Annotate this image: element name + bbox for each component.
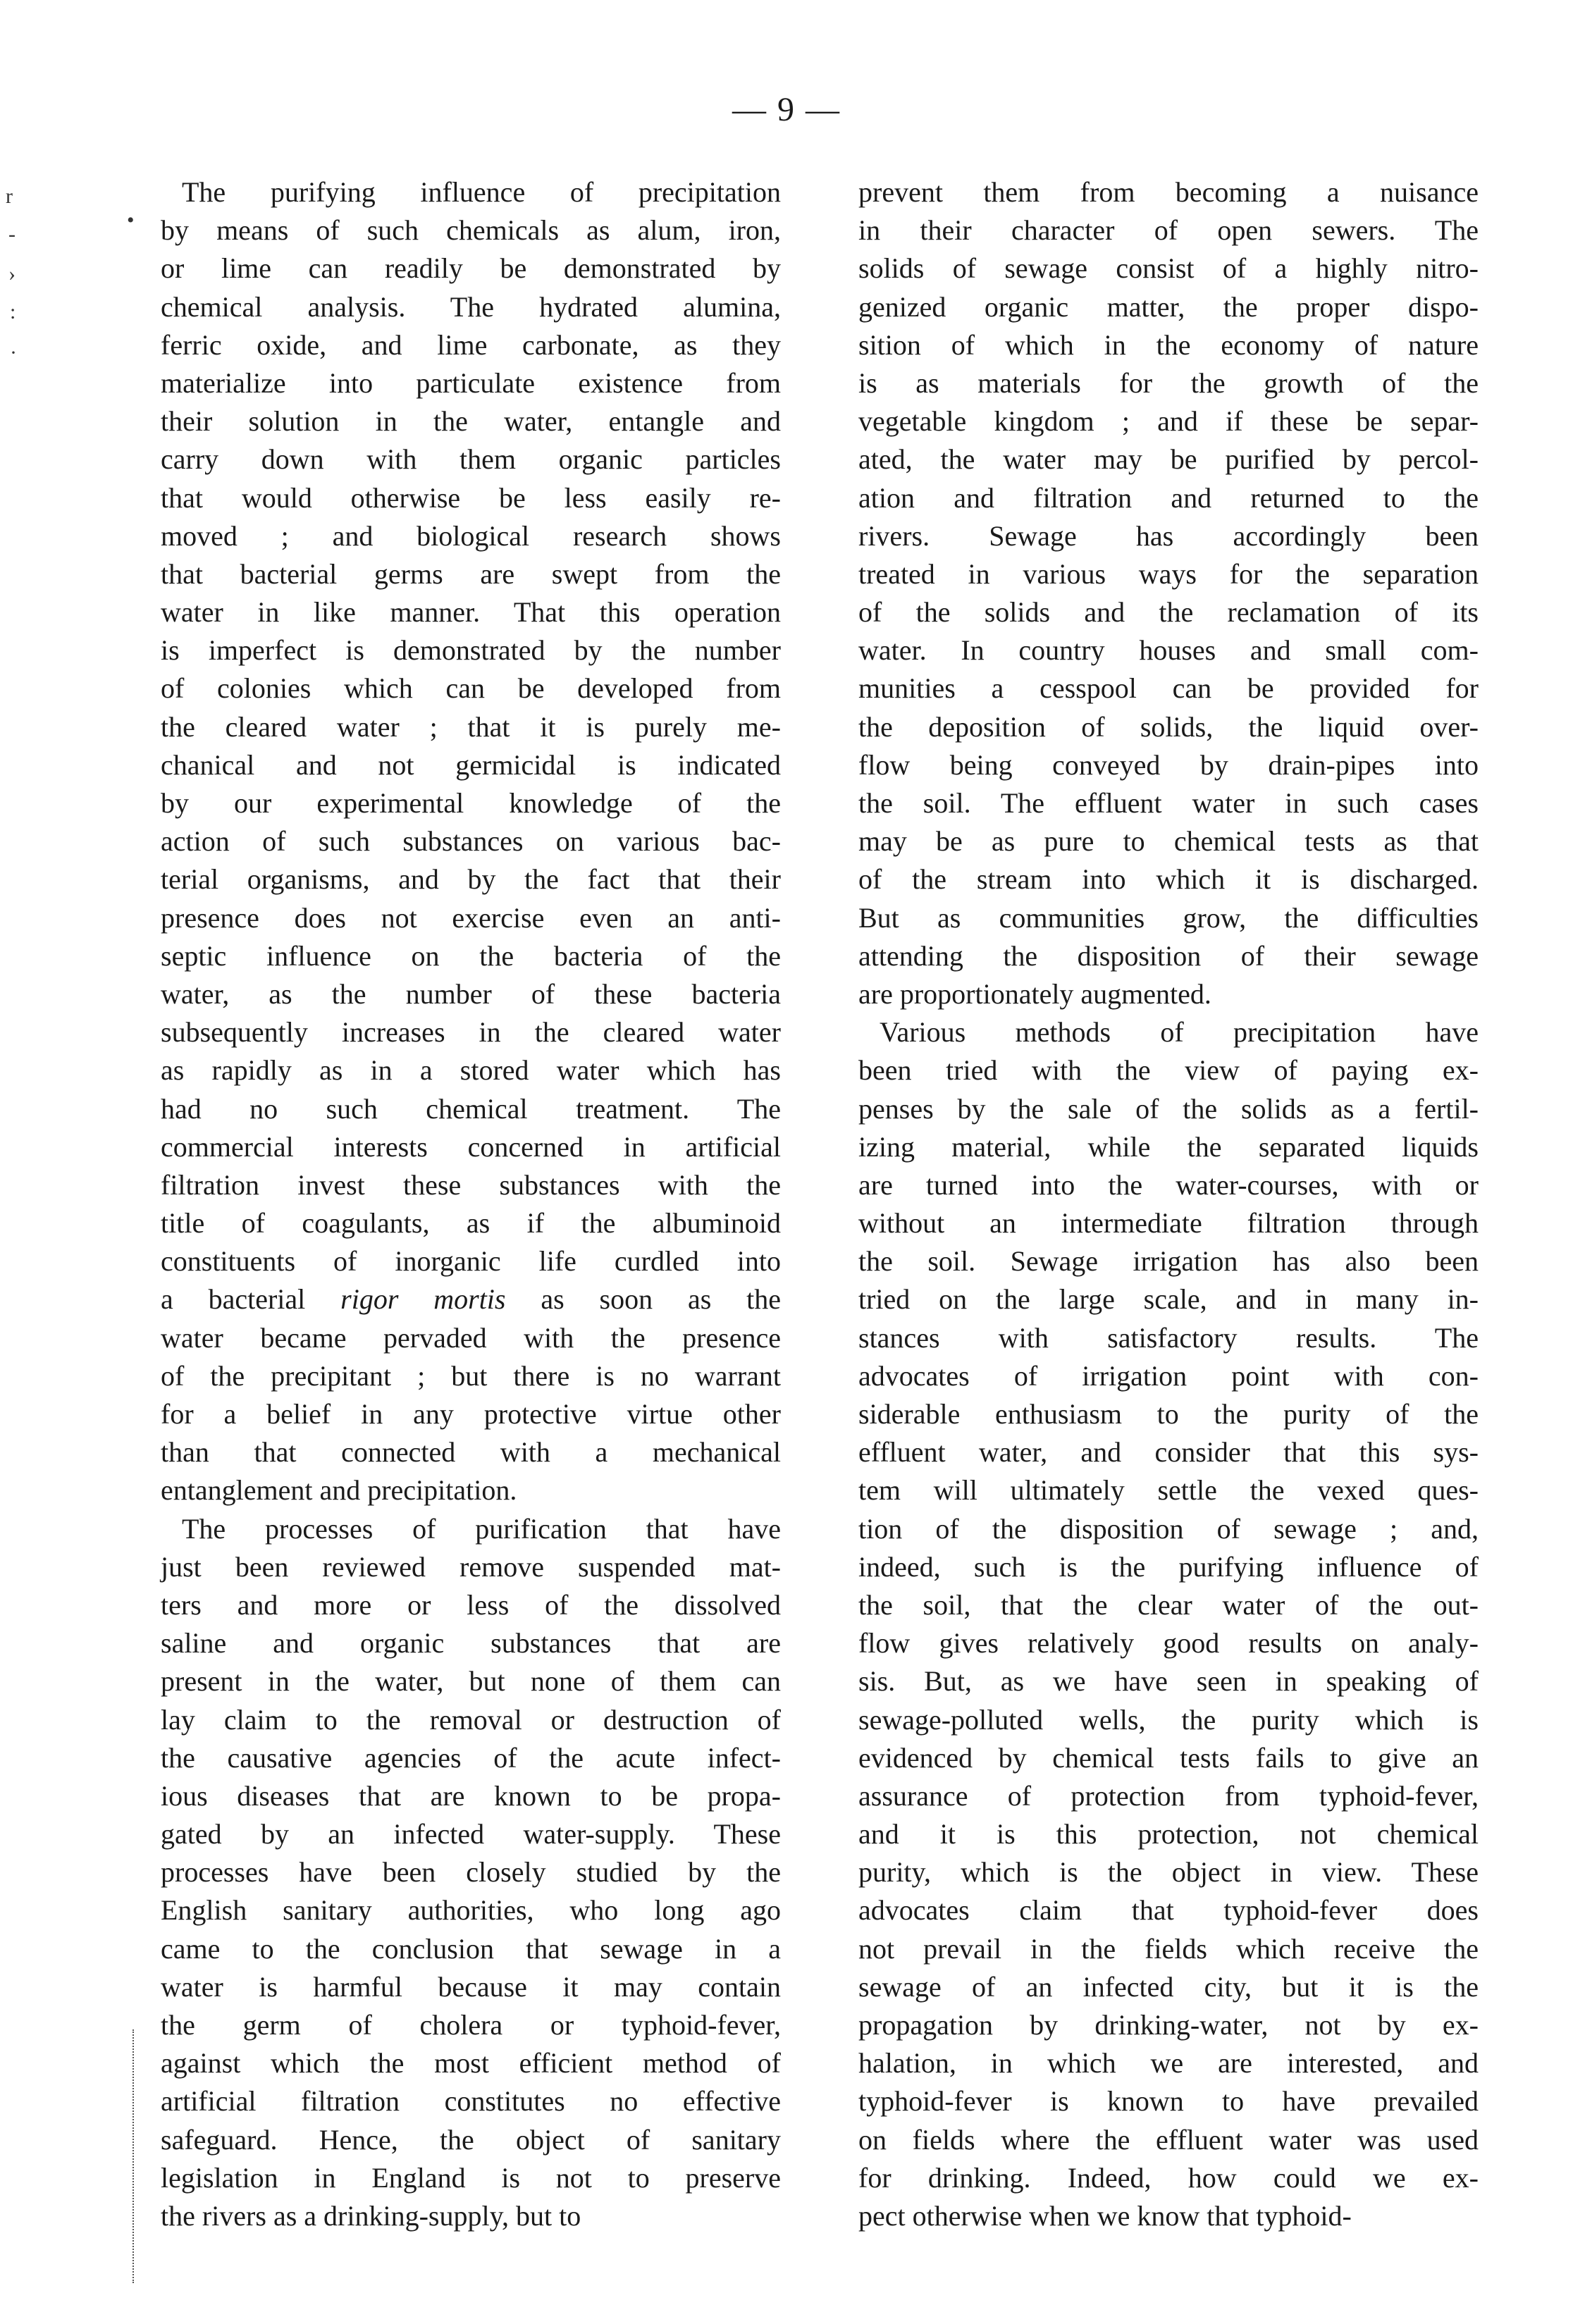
text-line: than that connected with a mechanical	[161, 1436, 781, 1469]
text-line: flow gives relatively good results on analy-	[858, 1627, 1479, 1659]
text-line: penses by the sale of the solids as a fertil-	[858, 1092, 1479, 1125]
text-line: ferric oxide, and lime carbonate, as they	[161, 328, 781, 361]
text-line: safeguard. Hence, the object of sanitary	[161, 2123, 781, 2156]
text-line: solids of sewage consist of a highly nitro-	[858, 252, 1479, 285]
binding-edge-rule	[132, 2029, 135, 2283]
text-line: action of such substances on various bac-	[161, 825, 781, 858]
text-line: as rapidly as in a stored water which has	[161, 1054, 781, 1087]
text-line: are turned into the water-courses, with or	[858, 1168, 1479, 1201]
text-line: materialize into particulate existence from	[161, 366, 781, 399]
text-line: sis. But, as we have seen in speaking of	[858, 1665, 1479, 1698]
text-line: by means of such chemicals as alum, iron,	[161, 214, 781, 247]
text-line: against which the most efficient method of	[161, 2047, 781, 2079]
text-line: subsequently increases in the cleared water	[161, 1016, 781, 1049]
text-line: or lime can readily be demonstrated by	[161, 252, 781, 285]
text-line: constituents of inorganic life curdled into	[161, 1245, 781, 1278]
text-line: water. In country houses and small com-	[858, 634, 1479, 667]
text-line: indeed, such is the purifying influence of	[858, 1550, 1479, 1583]
text-line: But as communities grow, the difficulties	[858, 901, 1479, 934]
text-line: water is harmful because it may contain	[161, 1970, 781, 2003]
text-line: processes have been closely studied by the	[161, 1856, 781, 1889]
text-line: stances with satisfactory results. The	[858, 1321, 1479, 1354]
left-column	[161, 173, 781, 2235]
right-column	[858, 173, 1479, 2235]
text-line: water, as the number of these bacteria	[161, 977, 781, 1010]
text-line: the cleared water ; that it is purely me-	[161, 710, 781, 743]
text-line: commercial interests concerned in artificial	[161, 1130, 781, 1163]
text-line: treated in various ways for the separation	[858, 557, 1479, 590]
text-line: filtration invest these substances with the	[161, 1168, 781, 1201]
text-line: siderable enthusiasm to the purity of the	[858, 1398, 1479, 1430]
text-line: the rivers as a drinking-supply, but to	[161, 2199, 581, 2232]
text-line: moved ; and biological research shows	[161, 519, 781, 552]
text-line: water became pervaded with the presence	[161, 1321, 781, 1354]
text-line: English sanitary authorities, who long ago	[161, 1894, 781, 1927]
text-line: by our experimental knowledge of the	[161, 787, 781, 819]
italic-phrase: rigor mortis	[340, 1283, 506, 1316]
text-line: are proportionately augmented.	[858, 977, 1211, 1010]
text-line: attending the disposition of their sewage	[858, 939, 1479, 972]
margin-mark: •	[127, 209, 135, 232]
text-line: without an intermediate filtration through	[858, 1207, 1479, 1240]
text-line: the deposition of solids, the liquid over-	[858, 710, 1479, 743]
text-line: the causative agencies of the acute infect-	[161, 1741, 781, 1774]
text-line: sition of which in the economy of nature	[858, 328, 1479, 361]
text-line: halation, in which we are interested, and	[858, 2047, 1479, 2079]
margin-mark: :	[10, 300, 16, 323]
text-line: sewage of an infected city, but it is the	[858, 1970, 1479, 2003]
text-line: is imperfect is demonstrated by the number	[161, 634, 781, 667]
text-line: typhoid-fever is known to have prevailed	[858, 2085, 1479, 2118]
text-line: of the stream into which it is discharged.	[858, 863, 1479, 896]
text-line: advocates claim that typhoid-fever does	[858, 1894, 1479, 1927]
text-line: tried on the large scale, and in many in-	[858, 1283, 1479, 1316]
text-line: title of coagulants, as if the albuminoid	[161, 1207, 781, 1240]
margin-mark: r	[6, 185, 13, 208]
text-line: flow being conveyed by drain-pipes into	[858, 748, 1479, 781]
text-line: had no such chemical treatment. The	[161, 1092, 781, 1125]
text-line: just been reviewed remove suspended mat-	[161, 1550, 781, 1583]
text-line: for a belief in any protective virtue other	[161, 1398, 781, 1430]
text-line: of the precipitant ; but there is no warrant	[161, 1359, 781, 1392]
text-line: for drinking. Indeed, how could we ex-	[858, 2161, 1479, 2194]
margin-mark: ›	[8, 262, 16, 285]
text-line: legislation in England is not to preserve	[161, 2161, 781, 2194]
text-line: of colonies which can be developed from	[161, 672, 781, 705]
text-line: purity, which is the object in view. These	[858, 1856, 1479, 1889]
text-line: tion of the disposition of sewage ; and,	[858, 1512, 1479, 1545]
text-line: that would otherwise be less easily re-	[161, 481, 781, 514]
text-line: The processes of purification that have	[182, 1512, 781, 1545]
text-line: propagation by drinking-water, not by ex-	[858, 2009, 1479, 2041]
text-line: a bacterial rigor mortis as soon as the	[161, 1283, 781, 1316]
text-line: ation and filtration and returned to the	[858, 481, 1479, 514]
text-line: carry down with them organic particles	[161, 443, 781, 476]
text-line: advocates of irrigation point with con-	[858, 1359, 1479, 1392]
margin-mark: ·	[10, 341, 17, 364]
text-line: ious diseases that are known to be propa-	[161, 1779, 781, 1812]
text-line: been tried with the view of paying ex-	[858, 1054, 1479, 1087]
text-line: saline and organic substances that are	[161, 1627, 781, 1659]
text-line: the germ of cholera or typhoid-fever,	[161, 2009, 781, 2041]
text-line: ters and more or less of the dissolved	[161, 1588, 781, 1621]
text-line: lay claim to the removal or destruction of	[161, 1703, 781, 1736]
text-line: Various methods of precipitation have	[880, 1016, 1479, 1049]
text-line: the soil. The effluent water in such cases	[858, 787, 1479, 819]
margin-mark: -	[8, 223, 16, 246]
text-line: sewage-polluted wells, the purity which is	[858, 1703, 1479, 1736]
text-line: septic influence on the bacteria of the	[161, 939, 781, 972]
text-line: the soil. Sewage irrigation has also been	[858, 1245, 1479, 1278]
text-line: in their character of open sewers. The	[858, 214, 1479, 247]
text-line: rivers. Sewage has accordingly been	[858, 519, 1479, 552]
text-line: The purifying influence of precipitation	[182, 176, 781, 208]
text-line: chemical analysis. The hydrated alumina,	[161, 290, 781, 323]
text-line: the soil, that the clear water of the out-	[858, 1588, 1479, 1621]
text-line: evidenced by chemical tests fails to give an	[858, 1741, 1479, 1774]
text-line: of the solids and the reclamation of its	[858, 596, 1479, 629]
text-line: genized organic matter, the proper dispo-	[858, 290, 1479, 323]
text-line: and it is this protection, not chemical	[858, 1818, 1479, 1850]
text-line: ated, the water may be purified by percol-	[858, 443, 1479, 476]
text-line: their solution in the water, entangle and	[161, 405, 781, 438]
text-line: terial organisms, and by the fact that their	[161, 863, 781, 896]
text-line: gated by an infected water-supply. These	[161, 1818, 781, 1850]
text-line: entanglement and precipitation.	[161, 1474, 517, 1507]
text-line: came to the conclusion that sewage in a	[161, 1932, 781, 1965]
text-line: izing material, while the separated liquids	[858, 1130, 1479, 1163]
text-line: munities a cesspool can be provided for	[858, 672, 1479, 705]
text-line: on fields where the effluent water was used	[858, 2123, 1479, 2156]
text-line: is as materials for the growth of the	[858, 366, 1479, 399]
text-line: that bacterial germs are swept from the	[161, 557, 781, 590]
text-line: artificial filtration constitutes no effective	[161, 2085, 781, 2118]
text-line: may be as pure to chemical tests as that	[858, 825, 1479, 858]
text-line: not prevail in the fields which receive the	[858, 1932, 1479, 1965]
text-line: vegetable kingdom ; and if these be separ-	[858, 405, 1479, 438]
text-line: presence does not exercise even an anti-	[161, 901, 781, 934]
text-line: effluent water, and consider that this sys-	[858, 1436, 1479, 1469]
page-number: — 9 —	[732, 91, 841, 128]
text-line: water in like manner. That this operation	[161, 596, 781, 629]
text-line: present in the water, but none of them can	[161, 1665, 781, 1698]
text-line: prevent them from becoming a nuisance	[858, 176, 1479, 208]
text-line: tem will ultimately settle the vexed ques-	[858, 1474, 1479, 1507]
text-line: chanical and not germicidal is indicated	[161, 748, 781, 781]
text-line: assurance of protection from typhoid-fever,	[858, 1779, 1479, 1812]
text-line: pect otherwise when we know that typhoid-	[858, 2199, 1352, 2232]
